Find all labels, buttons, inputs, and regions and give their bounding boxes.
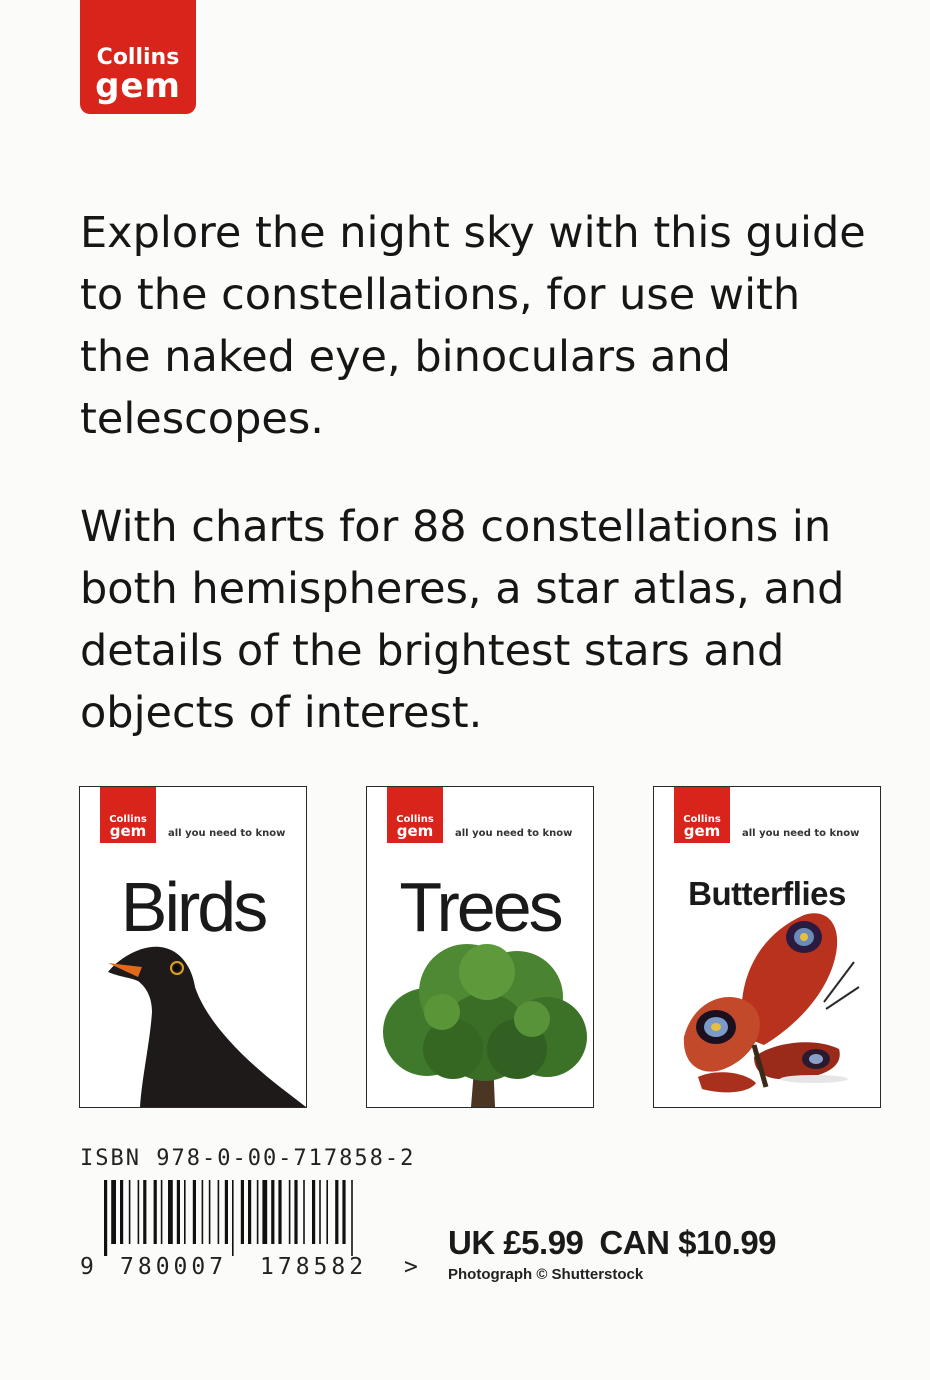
book-title: Birds [120, 868, 266, 946]
barcode-bar [129, 1180, 131, 1244]
barcode-bar [289, 1180, 291, 1244]
barcode-bar [177, 1180, 180, 1244]
barcode-bar [303, 1180, 305, 1244]
barcode-bar [111, 1180, 116, 1244]
barcode-bar [319, 1180, 321, 1244]
barcode-bar [104, 1180, 107, 1256]
barcode-bar [143, 1180, 146, 1244]
barcode-bar [218, 1180, 220, 1244]
barcode-bar [257, 1180, 259, 1244]
barcode-digits-right: 178582 [260, 1254, 368, 1280]
barcode-bar [248, 1180, 251, 1244]
series-tagline: all you need to know [168, 828, 286, 839]
barcode-arrow: > [404, 1254, 418, 1280]
barcode-bar [312, 1180, 315, 1244]
barcode-bar [154, 1180, 157, 1244]
barcode-bar [335, 1180, 338, 1244]
barcode-bar [262, 1180, 267, 1244]
price-uk: UK £5.99 [448, 1224, 584, 1261]
barcode-bar [209, 1180, 211, 1244]
series-tagline: all you need to know [742, 828, 860, 839]
barcode [84, 1180, 404, 1256]
barcode-bar [184, 1180, 186, 1244]
barcode-bar [225, 1180, 228, 1244]
logo-collins-text: Collins [96, 45, 180, 70]
logo-gem-text: gem [95, 66, 181, 106]
mini-collins-gem-logo: Collins gem [387, 787, 443, 843]
price-line [448, 1224, 776, 1262]
mini-collins-gem-logo: Collins gem [100, 787, 156, 843]
barcode-bar [168, 1180, 173, 1244]
collins-gem-logo [80, 0, 196, 114]
barcode-bar [232, 1180, 234, 1256]
barcode-bar [326, 1180, 328, 1244]
book-title: Trees [399, 868, 561, 946]
barcode-digit-first: 9 [80, 1254, 94, 1280]
barcode-bar [294, 1180, 297, 1244]
barcode-bar [120, 1180, 123, 1244]
book-title: Butterflies [688, 875, 846, 912]
book-card-butterflies [653, 786, 881, 1108]
barcode-bar [342, 1180, 345, 1244]
isbn-label: ISBN 978-0-00-717858-2 [80, 1146, 416, 1171]
photo-credit: Photograph © Shutterstock [448, 1266, 644, 1283]
barcode-bar [193, 1180, 196, 1244]
barcode-bar [161, 1180, 163, 1244]
series-tagline: all you need to know [455, 828, 573, 839]
book-card-birds [79, 786, 307, 1108]
barcode-digits-left: 780007 [120, 1254, 228, 1280]
barcode-bar [351, 1180, 353, 1256]
mini-collins-gem-logo: Collins gem [674, 787, 730, 843]
barcode-bar [241, 1180, 244, 1244]
blurb-paragraph-1: Explore the night sky with this guide to the constellations, for use with the naked eye, binoculars and telescopes. [80, 208, 866, 444]
book-card-trees [366, 786, 594, 1108]
price-can: CAN $10.99 [599, 1224, 777, 1261]
barcode-bar [271, 1180, 274, 1244]
barcode-bar [278, 1180, 281, 1244]
barcode-bar [138, 1180, 140, 1244]
barcode-bar [202, 1180, 204, 1244]
blurb-paragraph-2: With charts for 88 constellations in both hemispheres, a star atlas, and details of the brightest stars and objects of interest. [80, 502, 845, 738]
